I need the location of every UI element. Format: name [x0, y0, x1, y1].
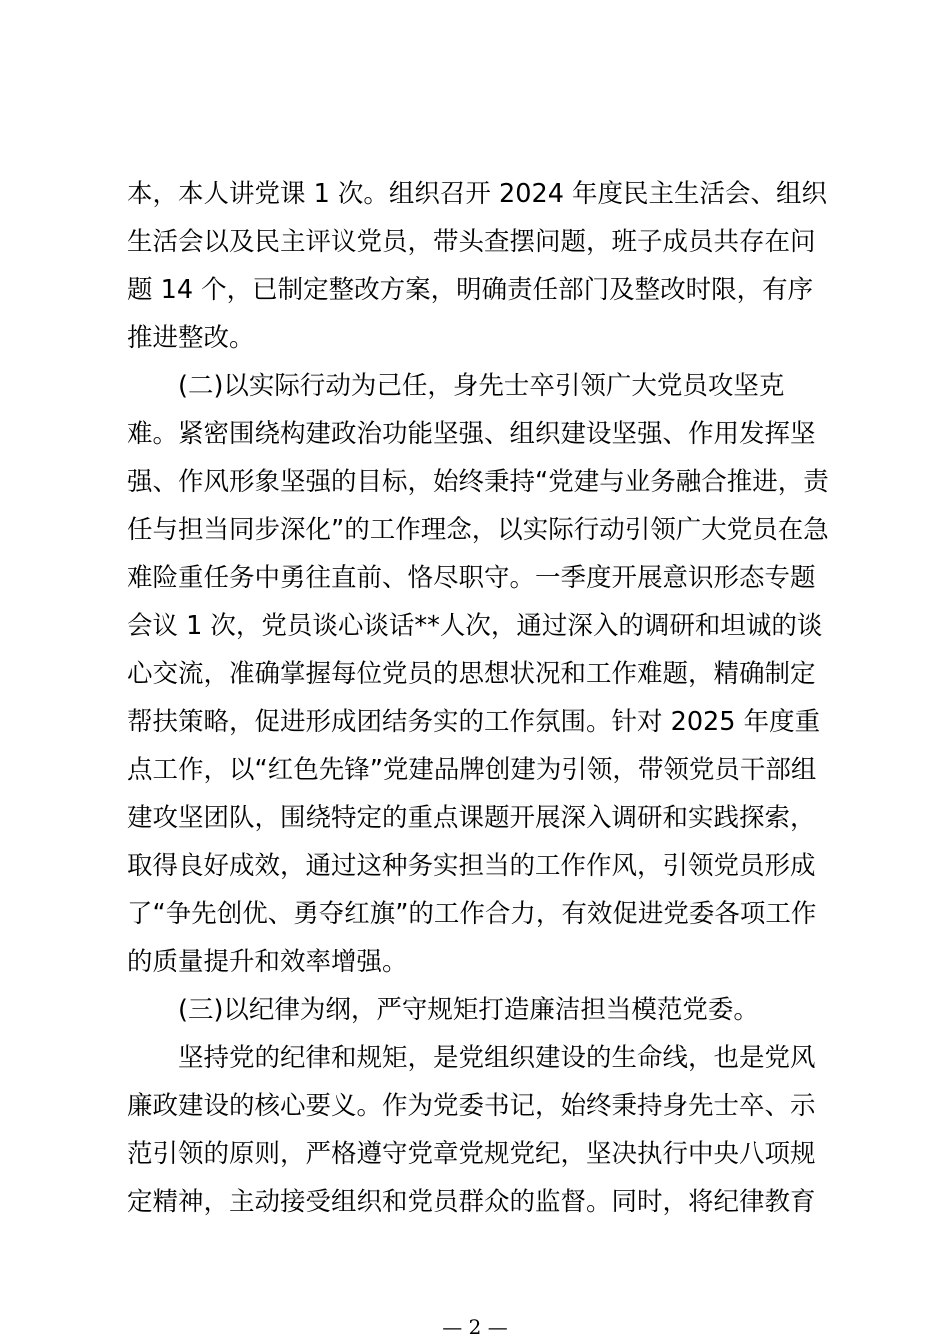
body-line: 强、作风形象坚强的目标，始终秉持“党建与业务融合推进，责	[127, 467, 829, 497]
body-line: 廉政建设的核心要义。作为党委书记，始终秉持身先士卒、示	[127, 1091, 816, 1121]
body-line: 生活会以及民主评议党员，带头查摆问题，班子成员共存在问	[127, 227, 816, 257]
body-line: 的质量提升和效率增强。	[127, 947, 408, 977]
body-line: 定精神，主动接受组织和党员群众的监督。同时，将纪律教育	[127, 1187, 816, 1217]
body-line: 本，本人讲党课 1 次。组织召开 2024 年度民主生活会、组织	[127, 179, 828, 209]
body-line: 难。紧密围绕构建政治功能坚强、组织建设坚强、作用发挥坚	[127, 419, 816, 449]
body-line: 帮扶策略，促进形成团结务实的工作氛围。针对 2025 年度重	[127, 707, 821, 737]
body-line: 难险重任务中勇往直前、恪尽职守。一季度开展意识形态专题	[127, 563, 816, 593]
body-line: 推进整改。	[127, 323, 255, 353]
body-line: 任与担当同步深化”的工作理念，以实际行动引领广大党员在急	[127, 515, 829, 545]
body-line: 会议 1 次，党员谈心谈话**人次，通过深入的调研和坦诚的谈	[127, 611, 823, 641]
body-line: 点工作，以“红色先锋”党建品牌创建为引领，带领党员干部组	[127, 755, 817, 785]
page-number: — 2 —	[442, 1315, 508, 1339]
body-line: 题 14 个，已制定整改方案，明确责任部门及整改时限，有序	[127, 275, 814, 305]
body-line: 心交流，准确掌握每位党员的思想状况和工作难题，精确制定	[127, 659, 816, 689]
body-line: 建攻坚团队，围绕特定的重点课题开展深入调研和实践探索，	[127, 803, 816, 833]
section-heading: (二)以实际行动为己任，身先士卒引领广大党员攻坚克	[178, 371, 785, 401]
paragraph-first-line: 坚持党的纪律和规矩，是党组织建设的生命线，也是党风	[178, 1043, 816, 1073]
section-heading: (三)以纪律为纲，严守规矩打造廉洁担当模范党委。	[178, 995, 759, 1025]
body-line: 了“争先创优、勇夺红旗”的工作合力，有效促进党委各项工作	[127, 899, 817, 929]
body-line: 取得良好成效，通过这种务实担当的工作作风，引领党员形成	[127, 851, 816, 881]
body-line: 范引领的原则，严格遵守党章党规党纪，坚决执行中央八项规	[127, 1139, 816, 1169]
